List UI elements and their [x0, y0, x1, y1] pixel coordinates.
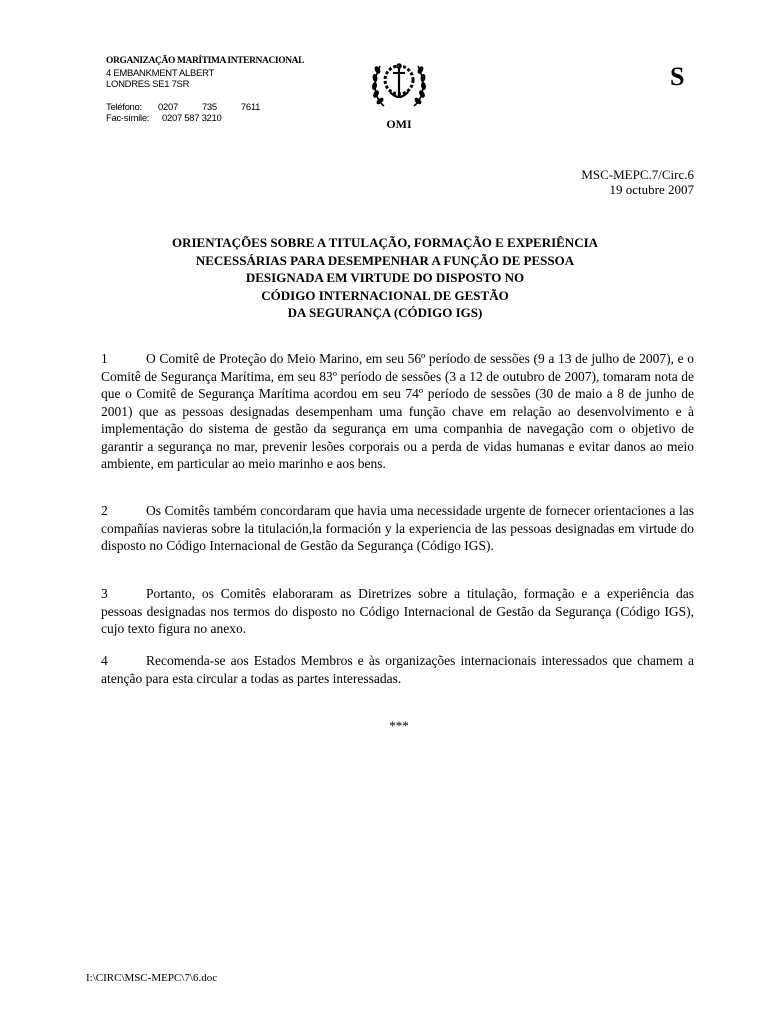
paragraph-text: Os Comitês também concordaram que havia uma necessidade urgente de fornecer orientaciones a las compañías navieras sobre la titulación,la formación y la experiencia de las pessoas designadas em virtude do disposto no Código Internacional de Gestão da Segurança (Código IGS). [101, 503, 694, 553]
paragraph-text: Portanto, os Comitês elaboraram as Diretrizes sobre a titulação, formação e a experiência das pessoas designadas nos termos do disposto no Código Internacional de Gestão da Segurança (Código IGS), cujo texto figura no anexo. [101, 586, 694, 636]
title-line: DESIGNADA EM VIRTUDE DO DISPOSTO NO [245, 270, 525, 285]
contact-info [106, 102, 304, 125]
phone-part-3: 7611 [240, 101, 261, 113]
document-date: 19 octubre 2007 [609, 182, 694, 197]
address-line-2: LONDRES SE1 7SR [106, 79, 190, 90]
fax-number: 0207 587 3210 [162, 113, 222, 124]
paragraph-1 [101, 350, 694, 473]
footer-file-path: I:\CIRC\MSC-MEPC\7\6.doc [86, 972, 218, 984]
title-line: CÓDIGO INTERNACIONAL DE GESTÃO [261, 287, 509, 303]
paragraph-text: Recomenda-se aos Estados Membros e às organizações internacionais interessados que chamem a atenção para esta circular a todas as partes interessadas. [101, 653, 694, 686]
org-name: ORGANIZAÇÃO MARÍTIMA INTERNACIONAL [106, 56, 305, 66]
paragraph-3 [101, 585, 694, 638]
paragraph-number: 4 [101, 653, 108, 668]
paragraph-number: 3 [101, 586, 108, 601]
language-code: S [670, 62, 685, 91]
emblem-label: OMI [386, 117, 412, 131]
end-separator: *** [389, 718, 409, 733]
phone-part-2: 735 [201, 101, 217, 113]
paragraph-number: 1 [101, 351, 108, 366]
paragraph-text: O Comitê de Proteção do Meio Marino, em seu 56º período de sessões (9 a 13 de julho de 2007), e o Comitê de Segurança Marítima, em seu 83º período de sessões (3 a 12 de outubro de 2007), tomaram nota de que o Comitê de Segurança Marítima acordou em seu 74º período de sessões (30 de maio a 8 de junho de 2001) que as pessoas designadas desempenham uma função chave em relação ao desenvolvimento e à implementação do sistema de gestão da segurança em uma companhia de navegação com o objetivo de garantir a segurança no mar, prevenir lesões corporais ou a perda de vidas humanas e evitar danos ao meio ambiente, em particular ao meio marinho e aos bens. [101, 351, 694, 471]
title-line: NECESSÁRIAS PARA DESEMPENHAR A FUNÇÃO DE PESSOA [195, 252, 575, 268]
paragraph-number: 2 [101, 503, 108, 518]
document-reference-block [581, 167, 694, 197]
title-line: ORIENTAÇÕES SOBRE A TITULAÇÃO, FORMAÇÃO E EXPERIÊNCIA [171, 235, 599, 250]
document-title [100, 234, 670, 322]
org-address-block [106, 56, 304, 125]
imo-emblem-icon [370, 54, 428, 114]
document-reference: MSC-MEPC.7/Circ.6 [581, 167, 694, 182]
title-line: DA SEGURANÇA (CÓDIGO IGS) [287, 305, 483, 320]
fax-row [106, 113, 304, 125]
phone-label: Teléfono: [106, 101, 142, 113]
paragraph-4 [101, 652, 694, 687]
fax-label: Fac-símile: [106, 113, 150, 124]
paragraph-2 [101, 502, 694, 555]
phone-part-1: 0207 [158, 101, 178, 113]
phone-row [106, 102, 304, 114]
address-line-1: 4 EMBANKMENT ALBERT [106, 67, 214, 79]
